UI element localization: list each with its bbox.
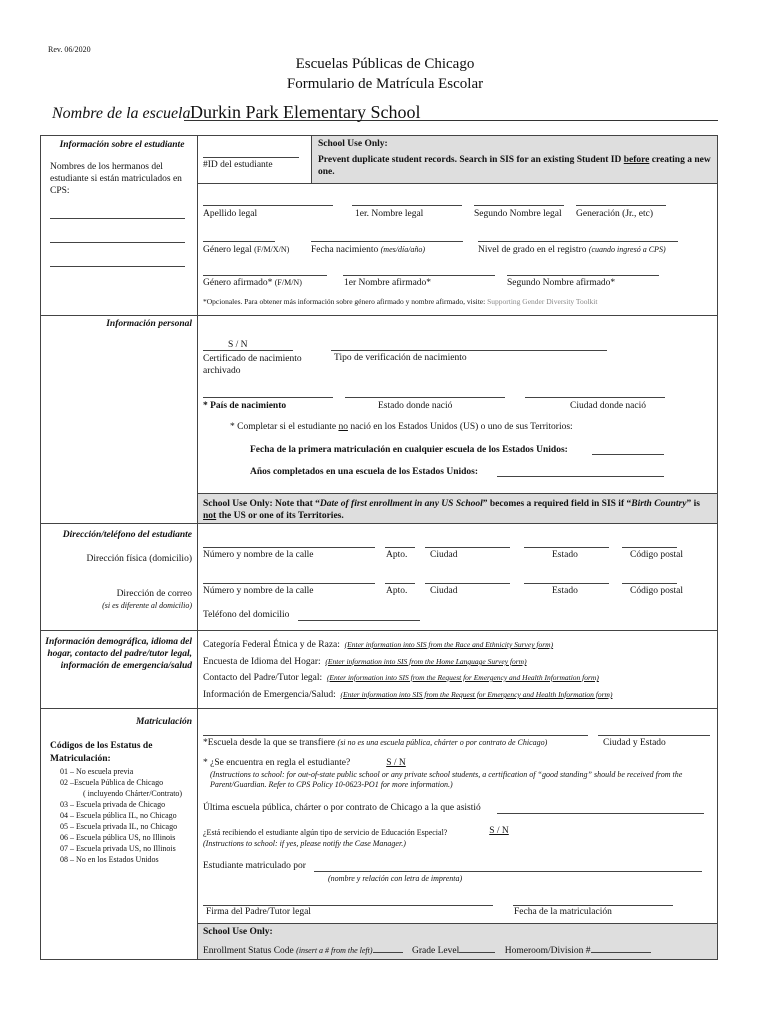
good-standing-yes-no[interactable]: S / N	[386, 758, 406, 768]
city-state-label: Ciudad y Estado	[603, 738, 666, 748]
birth-country-field[interactable]	[203, 397, 333, 398]
verification-type-field[interactable]	[331, 350, 607, 351]
complete-if-note: * Completar si el estudiante no nació en los Estados Unidos (US) o uno de sus Territorios:	[230, 422, 573, 432]
first-name-label: 1er. Nombre legal	[355, 209, 424, 219]
mailing-apt-label: Apto.	[386, 586, 408, 596]
enrolled-by-note: (nombre y relación con letra de imprenta)	[328, 874, 463, 883]
grade-label: Nivel de grado en el registro (cuando ingresó a CPS)	[478, 245, 666, 255]
footer-school-use-title: School Use Only:	[203, 927, 273, 937]
sped-instructions: (Instructions to school: if yes, please notify the Case Manager.)	[203, 839, 406, 848]
status-codes-list	[60, 766, 198, 865]
physical-address-label: Dirección física (domicilio)	[86, 554, 192, 564]
revision-label: Rev. 06/2020	[48, 45, 91, 54]
transfer-school-label: *Escuela desde la que se transfiere (si no es una escuela pública, chárter o por contrato de Chicago)	[203, 738, 548, 748]
mailing-city-field[interactable]	[425, 583, 510, 584]
gender-field[interactable]	[203, 241, 275, 242]
birth-cert-label: Certificado de nacimiento archivado	[203, 354, 302, 376]
optional-note: *Opcionales. Para obtener más información sobre género afirmado y nombre afirmado, visite: Supporting Gender Diversity Toolkit	[203, 297, 598, 306]
affirmed-gender-label: Género afirmado* (F/M/N)	[203, 278, 302, 288]
status-code-item: 02 –Escuela Pública de Chicago	[60, 778, 164, 787]
sibling-field-1[interactable]	[50, 218, 185, 219]
status-code-field[interactable]	[373, 943, 403, 953]
birth-date-field[interactable]	[311, 241, 463, 242]
signature-field[interactable]	[203, 905, 493, 906]
affirmed-first-name-field[interactable]	[343, 275, 495, 276]
enroll-date-label: Fecha de la matriculación	[514, 907, 612, 917]
homeroom-field[interactable]	[591, 943, 651, 953]
transfer-school-field[interactable]	[203, 735, 588, 736]
generation-label: Generación (Jr., etc)	[576, 209, 654, 219]
last-cps-school-label: Última escuela pública, chárter o por contrato de Chicago a la que asistió	[203, 803, 481, 813]
section-demographic-heading: Información demográfica, idioma del hogar, contacto del padre/tutor legal, información de emergencia/salud	[45, 637, 192, 671]
physical-state-field[interactable]	[524, 547, 609, 548]
birth-country-label: * País de nacimiento	[203, 401, 287, 411]
section-address-heading: Dirección/teléfono del estudiante	[62, 530, 192, 540]
contact-note: (Enter information into SIS from the Request for Emergency and Health Information form)	[326, 673, 599, 682]
siblings-label: Nombres de los hermanos del estudiante si están matriculados en CPS:	[50, 162, 182, 196]
status-code-item: 03 – Escuela privada de Chicago	[60, 800, 166, 809]
home-phone-label: Teléfono del domicilio	[203, 610, 290, 620]
school-use-note-1: Prevent duplicate student records. Search in SIS for an existing Student ID before creating a new one.	[318, 155, 711, 177]
student-id-label: #ID del estudiante	[203, 160, 273, 170]
sped-yes-no[interactable]: S / N	[489, 826, 509, 836]
last-cps-school-field[interactable]	[497, 813, 704, 814]
last-name-field[interactable]	[203, 205, 333, 206]
physical-zip-field[interactable]	[622, 547, 677, 548]
first-enroll-field[interactable]	[592, 454, 664, 455]
language-row: Encuesta de Idioma del Hogar: (Enter information into SIS from the Home Language Survey form)	[203, 657, 527, 667]
title-form: Formulario de Matrícula Escolar	[286, 76, 484, 92]
mailing-apt-field[interactable]	[385, 583, 415, 584]
status-codes-title: Códigos de los Estatus de Matriculación:	[50, 741, 153, 764]
status-code-item: 04 – Escuela pública IL, no Chicago	[60, 811, 177, 820]
school-name-field[interactable]: Durkin Park Elementary School	[190, 102, 421, 122]
birth-city-label: Ciudad donde nació	[570, 401, 646, 411]
transfer-city-state-field[interactable]	[598, 735, 710, 736]
race-note: (Enter information into SIS from the Race and Ethnicity Survey form)	[344, 640, 554, 649]
second-name-field[interactable]	[474, 205, 564, 206]
toolkit-link[interactable]: Supporting Gender Diversity Toolkit	[487, 297, 598, 306]
mailing-address-note: (si es diferente al domicilio)	[102, 601, 192, 610]
language-note: (Enter information into SIS from the Home Language Survey form)	[325, 657, 527, 666]
mailing-street-label: Número y nombre de la calle	[203, 586, 314, 596]
second-name-label: Segundo Nombre legal	[474, 209, 562, 219]
status-code-item: 05 – Escuela privada IL, no Chicago	[60, 822, 178, 831]
home-phone-field[interactable]	[298, 620, 420, 621]
enroll-date-field[interactable]	[513, 905, 673, 906]
good-standing-instructions: (Instructions to school: for out-of-state public school or any private school students, a certification of “good standing” should be received from the Parent/Guardian. Refer to CPS Policy 10-0623-PO1 for more information.)	[210, 770, 683, 789]
section-personal-heading: Información personal	[106, 319, 192, 329]
first-enroll-label: Fecha de la primera matriculación en cualquier escuela de los Estados Unidos:	[250, 445, 568, 455]
section-enrollment-heading: Matriculación	[136, 717, 192, 727]
sibling-field-3[interactable]	[50, 266, 185, 267]
mailing-state-label: Estado	[552, 586, 578, 596]
student-id-field[interactable]	[203, 157, 299, 158]
physical-apt-field[interactable]	[385, 547, 415, 548]
verification-type-label: Tipo de verificación de nacimiento	[334, 353, 467, 363]
last-name-label: Apellido legal	[203, 209, 258, 219]
affirmed-second-name-label: Segundo Nombre afirmado*	[507, 278, 616, 288]
mailing-street-field[interactable]	[203, 583, 375, 584]
grade-level-field[interactable]	[459, 943, 495, 953]
status-code-item: 06 – Escuela pública US, no Illinois	[60, 833, 176, 842]
status-code-item: 01 – No escuela previa	[60, 767, 134, 776]
physical-apt-label: Apto.	[386, 550, 408, 560]
physical-zip-label: Código postal	[630, 550, 684, 560]
physical-city-field[interactable]	[425, 547, 510, 548]
sibling-field-2[interactable]	[50, 242, 185, 243]
status-code-item: ( incluyendo Chárter/Contrato)	[83, 789, 183, 798]
enrolled-by-field[interactable]	[314, 871, 702, 872]
footer-row: Enrollment Status Code (insert a # from the left) Grade Level Homeroom/Division #	[203, 943, 651, 956]
affirmed-first-name-label: 1er Nombre afirmado*	[344, 278, 432, 288]
birth-state-field[interactable]	[345, 397, 505, 398]
school-name-label: Nombre de la escuela	[52, 105, 191, 122]
sped-label: ¿Está recibiendo el estudiante algún tipo de servicio de Educación Especial?	[203, 828, 448, 837]
status-code-item: 08 – No en los Estados Unidos	[60, 855, 159, 864]
birth-state-label: Estado donde nació	[378, 401, 453, 411]
race-row: Categoría Federal Étnica y de Raza: (Enter information into SIS from the Race and Ethnicity Survey form)	[203, 640, 554, 650]
years-completed-field[interactable]	[497, 476, 664, 477]
first-name-field[interactable]	[352, 205, 462, 206]
mailing-address-label: Dirección de correo	[116, 589, 192, 599]
physical-street-field[interactable]	[203, 547, 375, 548]
school-use-note-2: School Use Only: Note that “Date of first enrollment in any US School” becomes a required field in SIS if “Birth Country” is not the US or one of its Territories.	[203, 499, 700, 521]
mailing-zip-label: Código postal	[630, 586, 684, 596]
birth-cert-yes-no[interactable]: S / N	[228, 340, 248, 350]
signature-label: Firma del Padre/Tutor legal	[206, 907, 311, 917]
section-student-info-heading: Información sobre el estudiante	[59, 140, 185, 150]
contact-row: Contacto del Padre/Tutor legal: (Enter information into SIS from the Request for Emergency and Health Information form)	[203, 673, 599, 683]
grade-field[interactable]	[478, 241, 678, 242]
enrolled-by-label: Estudiante matriculado por	[203, 861, 306, 871]
status-code-item: 07 – Escuela privada US, no Illinois	[60, 844, 176, 853]
affirmed-gender-field[interactable]	[203, 275, 327, 276]
good-standing-label: * ¿Se encuentra en regla el estudiante?	[203, 758, 351, 768]
school-use-title-1: School Use Only:	[318, 139, 388, 149]
title-district: Escuelas Públicas de Chicago	[295, 56, 475, 72]
emergency-row: Información de Emergencia/Salud: (Enter information into SIS from the Request for Emergency and Health Information form)	[203, 690, 613, 700]
generation-field[interactable]	[576, 205, 666, 206]
mailing-state-field[interactable]	[524, 583, 609, 584]
gender-label: Género legal (F/M/X/N)	[203, 245, 290, 255]
physical-street-label: Número y nombre de la calle	[203, 550, 314, 560]
physical-state-label: Estado	[552, 550, 578, 560]
affirmed-second-name-field[interactable]	[507, 275, 659, 276]
years-completed-label: Años completados en una escuela de los Estados Unidos:	[250, 467, 479, 477]
mailing-city-label: Ciudad	[430, 586, 458, 596]
birth-date-label: Fecha nacimiento (mes/día/año)	[311, 245, 426, 255]
birth-city-field[interactable]	[525, 397, 665, 398]
mailing-zip-field[interactable]	[622, 583, 677, 584]
physical-city-label: Ciudad	[430, 550, 458, 560]
emergency-note: (Enter information into SIS from the Request for Emergency and Health Information form)	[340, 690, 613, 699]
